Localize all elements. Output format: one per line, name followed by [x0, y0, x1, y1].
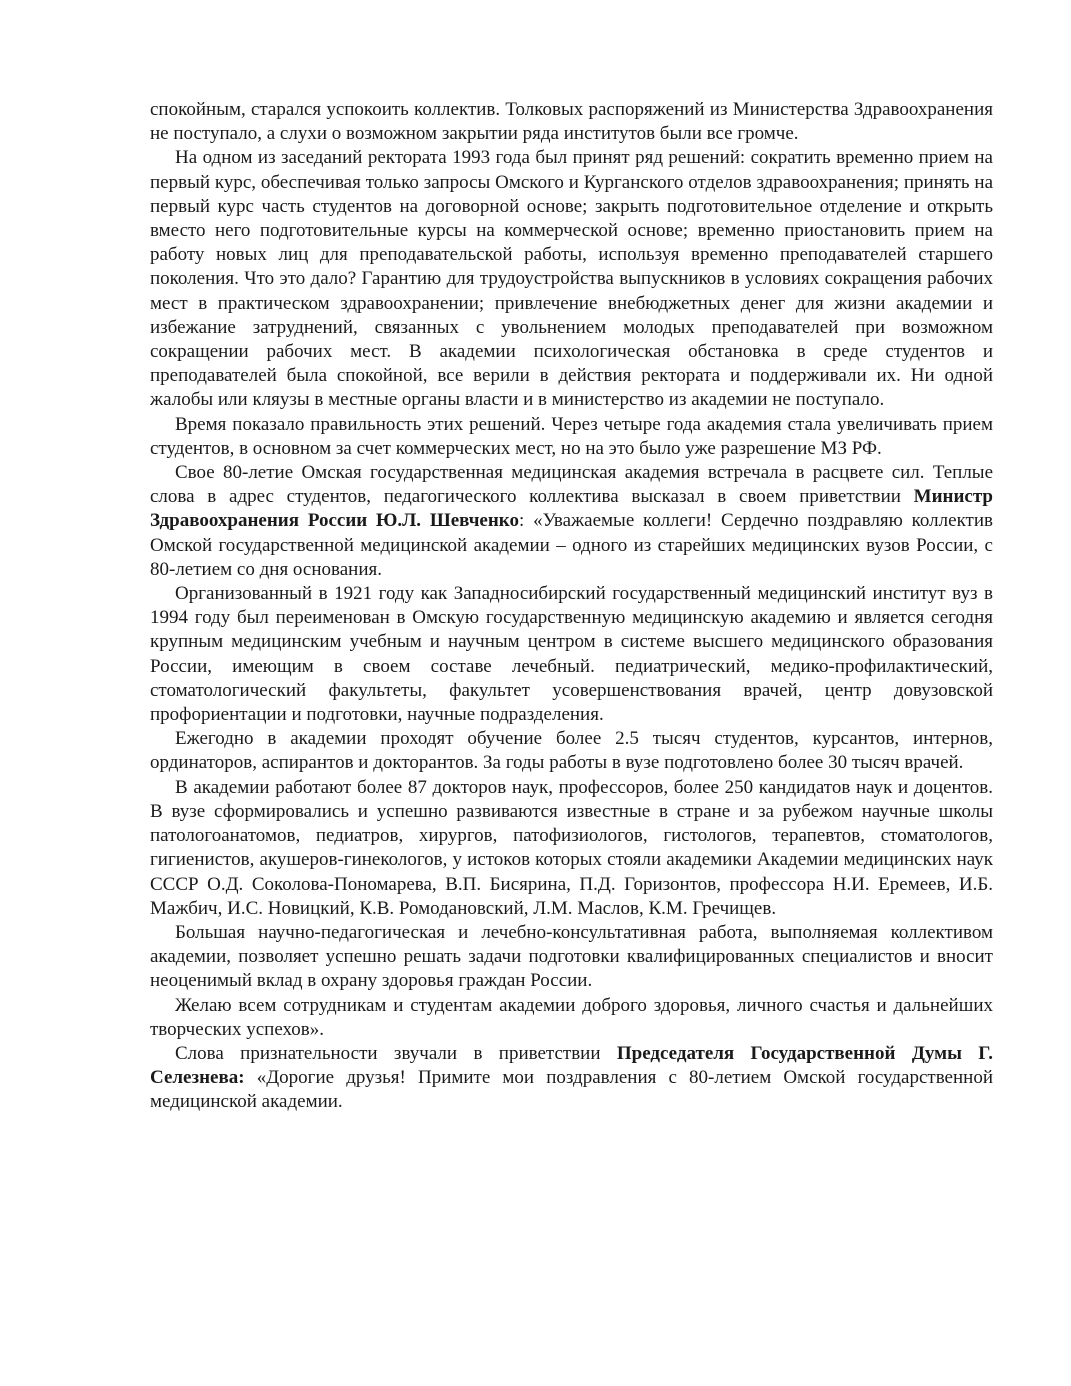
paragraph-7 [150, 776, 993, 921]
text-segment: Слова признательности звучали в приветствии [175, 1042, 617, 1064]
text-segment: В академии работают более 87 докторов наук, профессоров, более 250 кандидатов наук и доцентов. В вузе сформировались и успешно развиваются известные в стране и за рубежом научные школы патологоанатомов, педиатров, хирургов, патофизиологов, гистологов, терапевтов, стоматологов, гигиенистов, акушеров-гинекологов, у истоков которых стояли академики Академии медицинских наук СССР О.Д. Соколова-Пономарева, В.П. Бисярина, П.Д. Горизонтов, профессора Н.И. Еремеев, И.Б. Мажбич, И.С. Новицкий, К.В. Ромодановский, Л.М. Маслов, К.М. Гречищев. [150, 776, 993, 919]
text-segment: Свое 80-летие Омская государственная медицинская академия встречала в расцвете сил. Теплые слова в адрес студентов, педагогического коллектива высказал в своем приветствии [150, 462, 993, 508]
paragraph-8 [150, 921, 993, 994]
text-segment: Большая научно-педагогическая и лечебно-консультативная работа, выполняемая коллективом академии, позволяет успешно решать задачи подготовки квалифицированных специалистов и вносит неоценимый вклад в охрану здоровья граждан России. [150, 921, 993, 992]
text-segment: Организованный в 1921 году как Западносибирский государственный медицинский институт вуз в 1994 году был переименован в Омскую государственную медицинскую академию и является сегодня крупным медицинским учебным и научным центром в системе высшего медицинского образования России, имеющим в своем составе лечебный. педиатрический, медико-профилактический, стоматологический факультеты, факультет усовершенствования врачей, центр довузовской профориентации и подготовки, научные подразделения. [150, 583, 993, 726]
paragraph-10 [150, 1042, 993, 1115]
text-segment: Ежегодно в академии проходят обучение более 2.5 тысяч студентов, курсантов, интернов, ординаторов, аспирантов и докторантов. За годы работы в вузе подготовлено более 30 тысяч врачей. [150, 728, 993, 774]
paragraph-4 [150, 461, 993, 582]
paragraph-9 [150, 994, 993, 1042]
text-segment: спокойным, старался успокоить коллектив. Толковых распоряжений из Министерства Здравоохранения не поступало, а слухи о возможном закрытии ряда институтов были все громче. [150, 99, 993, 145]
document-page [150, 98, 993, 1115]
text-segment: Время показало правильность этих решений. Через четыре года академия стала увеличивать прием студентов, в основном за счет коммерческих мест, но на это было уже разрешение МЗ РФ. [150, 413, 993, 459]
text-segment: Желаю всем сотрудникам и студентам академии доброго здоровья, личного счастья и дальнейших творческих успехов». [150, 994, 993, 1040]
paragraph-1 [150, 98, 993, 146]
paragraph-6 [150, 727, 993, 775]
paragraph-5 [150, 582, 993, 727]
paragraph-2 [150, 146, 993, 412]
text-segment: На одном из заседаний ректората 1993 года был принят ряд решений: сократить временно прием на первый курс, обеспечивая только запросы Омского и Курганского отделов здравоохранения; принять на первый курс часть студентов на договорной основе; закрыть подготовительное отделение и открыть вместо него подготовительные курсы на коммерческой основе; временно приостановить прием на работу новых лиц для преподавательской работы, используя временно преподавателей старшего поколения. Что это дало? Гарантию для трудоустройства выпускников в условиях сокращения рабочих мест в практическом здравоохранении; привлечение внебюджетных денег для жизни академии и избежание затруднений, связанных с увольнением молодых преподавателей при возможном сокращении рабочих мест. В академии психологическая обстановка в среде студентов и преподавателей была спокойной, все верили в действия ректората и поддерживали их. Ни одной жалобы или кляузы в местные органы власти и в министерство из академии не поступало. [150, 147, 993, 411]
text-segment: : «Уважаемые коллеги! Сердечно поздравляю коллектив Омской государственной медицинской академии – одного из старейших медицинских вузов России, с 80-летием со дня основания. [150, 510, 993, 580]
bold-text-minister: Министр Здравоохранения России Ю.Л. Шевченко [150, 486, 993, 532]
paragraph-3 [150, 413, 993, 461]
bold-text-duma-chairman: Председателя Государственной Думы Г. Селезнева: [150, 1042, 993, 1089]
text-segment: «Дорогие друзья! Примите мои поздравления с 80-летием Омской государственной медицинской академии. [150, 1067, 993, 1113]
